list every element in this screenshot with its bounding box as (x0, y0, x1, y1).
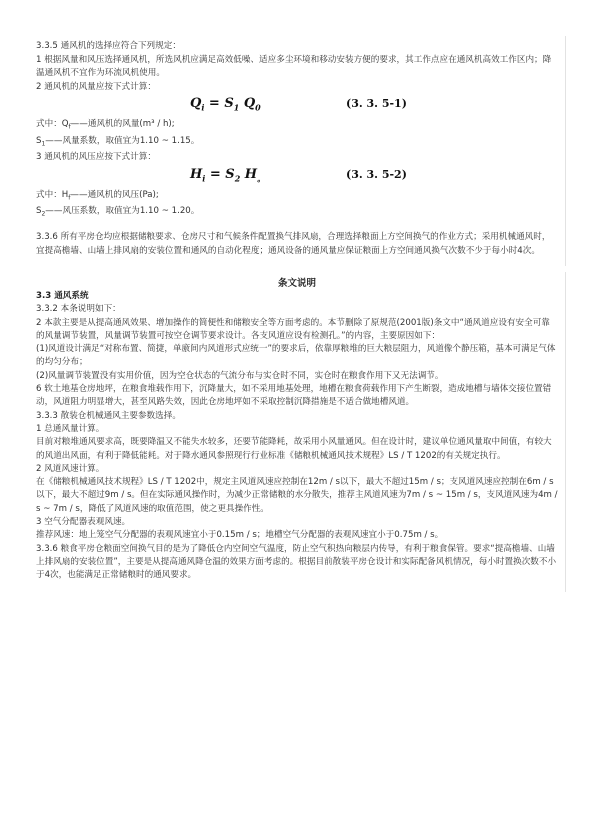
right-page-edge-lower (565, 272, 566, 592)
commentary-3-3-3-1-title: 1 总通风量计算。 (36, 423, 105, 434)
commentary-3-3-3-3: 推荐风速：地上笼空气分配器的表观风速宜小于0.15m / s；地槽空气分配器的表观风速宜小于0.75m / s。 (36, 530, 444, 541)
commentary-3-3-3-2-title: 2 风道风速计算。 (36, 463, 105, 474)
clause-3-3-6: 3.3.6 所有平房仓均应根据储粮要求、仓房尺寸和气候条件配置换气排风扇，合理选择粮面上方空间换气的作业方式；采用机械通风时，宜提高檐墙、山墙上排风扇的安装位置和通风的自动化程度；通风设备的通风量应保证粮面上方空间通风换气次数不少于每小时4次。 (36, 232, 551, 256)
formula-pressure: $H_i = S_2$ $H_。$ (190, 166, 266, 184)
equation-number: (3. 3. 5-1) (346, 97, 407, 111)
coefficient-s1: $S_1——$风量系数，取值宜为1.10 ~ 1.15。 (36, 135, 200, 148)
right-page-edge (565, 36, 566, 266)
commentary-title: 条文说明 (277, 278, 316, 289)
commentary-block (36, 277, 558, 583)
equation-number: (3. 3. 5-2) (346, 167, 407, 181)
commentary-item-2-2: (2)风量调节装置没有实用价值，因为空仓状态的气流分布与实仓时不同，实仓时在粮食作用下又无法调节。 (36, 370, 444, 381)
coefficient-s2: $S_2——$风压系数，取值宜为1.10 ~ 1.20。 (36, 205, 200, 218)
clause-3-3-5-item3: 3 通风机的风压应按下式计算： (36, 152, 156, 162)
commentary-3-3-3-3-title: 3 空气分配器表观风速。 (36, 517, 131, 528)
commentary-item-6: 6 软土地基仓房地坪，在粮食堆载作用下，沉降量大，如不采用地基处理，地槽在粮食荷载作用下产生断裂，造成地槽与墙体交接位置错动，风道阻力明显增大，甚至风路失效，因此仓房地坪如不采取控制沉降措施是不适合做地槽风道。 (36, 384, 552, 408)
commentary-3-3-6: 3.3.6 粮食平房仓粮面空间换气目的是为了降低仓内空间空气温度，防止空气积热向粮层内传导，有利于粮食保管。要求“提高檐墙、山墙上排风扇的安装位置”，主要是从提高通风降仓温的效果方面考虑的。根据目前散装平房仓设计和实际配备风机情况，每小时置换次数不小于4次，也能满足正常储粮时的通风要求。 (36, 543, 557, 581)
clause-3-3-5-item1: 1 根据风量和风压选择通风机，所选风机应满足高效低噪、适应多尘环境和移动安装方便的要求，其工作点应在通风机高效工作区内；降温通风机不宜作为环流风机使用。 (36, 54, 552, 79)
formula-3-3-5-2 (36, 165, 558, 189)
where-pressure: 式中：$H_f——$通风机的风压(Pa); (36, 189, 159, 202)
clause-3-3-5-item2: 2 通风机的风量应按下式计算： (36, 81, 156, 92)
clause-3-3-5-block (36, 40, 558, 258)
commentary-3-3-3-2: 在《储粮机械通风技术规程》LS / T 1202中，规定主风道风速应控制在12m / s以下，最大不超过15m / s；支风道风速应控制在6m / s以下，最大不超过9m / s。但在实际通风操作时，为减少正常储粮的水分散失，推荐主风道风速为7m / s ~ 15m / s，支风道风速为4m / s ~ 7m / s，降低了风道风速的取值范围，使之更具操作性。 (36, 477, 558, 514)
commentary-3-3-3-1: 目前对粮堆通风要求高，既要降温又不能失水较多，还要节能降耗，故采用小风量通风。但在设计时，建议单位通风量取中间值，有较大的风道出风面，有利于降低能耗。对于降水通风参照现行行业标准《储粮机械通风技术规程》LS / T 1202的有关规定执行。 (36, 437, 552, 461)
section-heading: 3.3 通风系统 (36, 291, 89, 301)
commentary-item-2: 2 本款主要是从提高通风效果、增加操作的简便性和储粮安全等方面考虑的。本节删除了原规范(2001版)条文中“通风道应设有安全可靠的风量调节装置，风量调节装置可按空仓调节要求设计。各支风道应设有检测孔。”的内容，主要原因如下： (36, 317, 550, 341)
clause-3-3-5-heading: 3.3.5 通风机的选择应符合下列规定： (36, 41, 181, 51)
commentary-3-3-3: 3.3.3 散装仓机械通风主要参数选择。 (36, 410, 181, 421)
where-airflow: 式中：$Q_f——$通风机的风量(m³ / h); (36, 119, 175, 132)
commentary-item-2-1: (1)风道设计满足“对称布置、简捷，单廒间内风道形式应统一”的要求后，依靠厚粮堆的巨大粮层阻力，风道像个静压箱，基本可满足气体的均匀分布； (36, 344, 556, 368)
formula-3-3-5-1 (36, 94, 558, 118)
formula-airflow: $Q_i = S_1$ $Q_0$ (190, 96, 261, 113)
commentary-3-3-2: 3.3.2 本条说明如下： (36, 304, 121, 315)
